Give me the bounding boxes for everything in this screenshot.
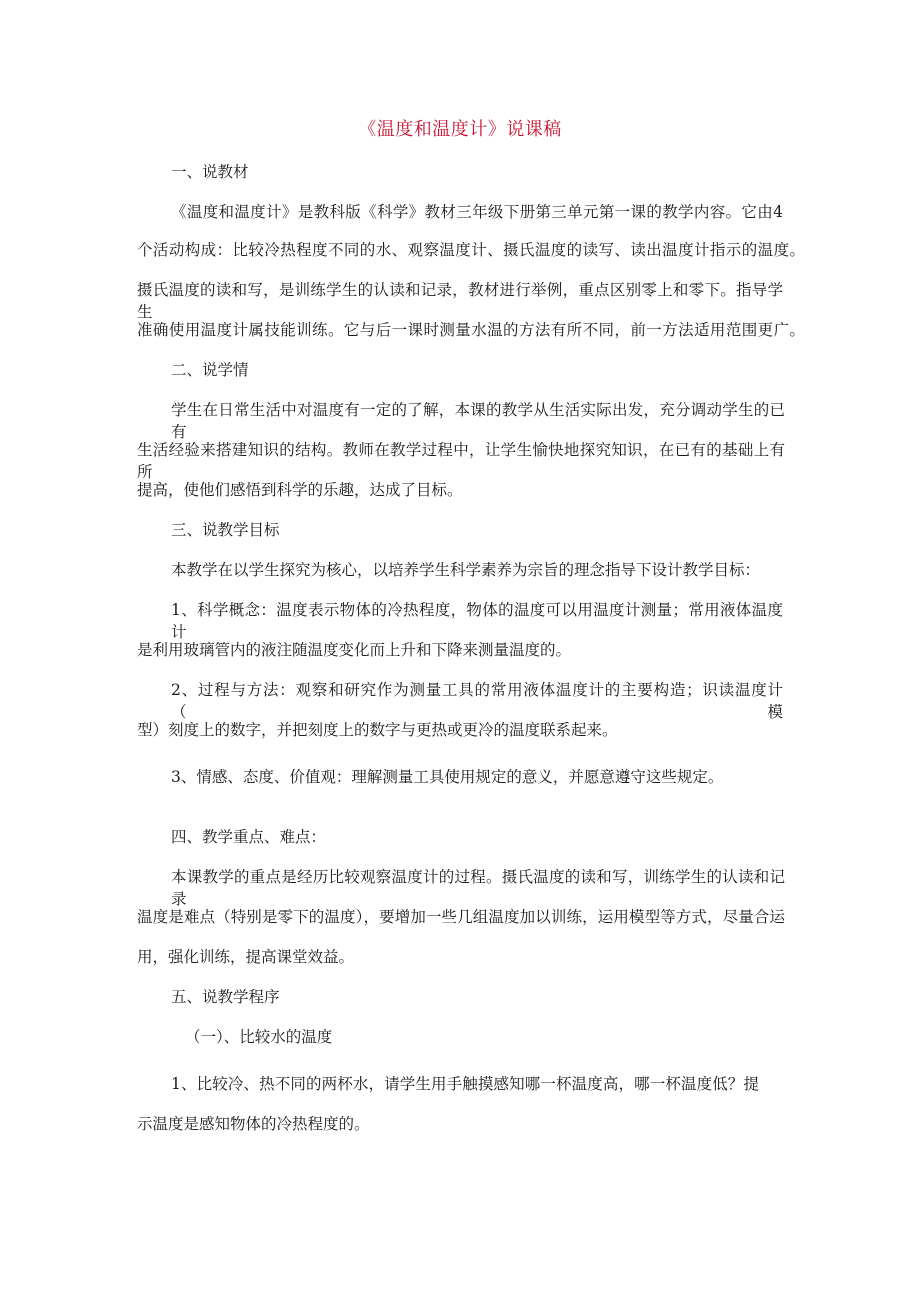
- paragraph-line: 生活经验来搭建知识的结构。教师在教学过程中，让学生愉快地探究知识，在已有的基础上有所: [137, 441, 785, 481]
- paragraph-line: 型）刻度上的数字，并把刻度上的数字与更热或更冷的温度联系起来。: [137, 721, 618, 739]
- paragraph-line: 1、比较冷、热不同的两杯水，请学生用手触摸感知哪一杯温度高，哪一杯温度低？提: [171, 1075, 759, 1093]
- paragraph-line: 本教学在以学生探究为核心，以培养学生科学素养为宗旨的理念指导下设计教学目标：: [171, 561, 761, 579]
- paragraph-line: 2、过程与方法：观察和研究作为测量工具的常用液体温度计的主要构造；识读温度计（模: [171, 681, 783, 721]
- paragraph-line: 示温度是感知物体的冷热程度的。: [137, 1115, 370, 1133]
- paragraph-line: 提高，使他们感悟到科学的乐趣，达成了目标。: [137, 481, 463, 499]
- paragraph-line: 准确使用温度计属技能训练。它与后一课时测量水温的方法有所不同，前一方法适用范围更广。: [137, 321, 805, 339]
- paragraph-line: 用，强化训练，提高课堂效益。: [137, 948, 355, 966]
- subsection-heading: （一）、比较水的温度: [185, 1028, 333, 1046]
- paragraph-line: 摄氏温度的读和写，是训练学生的认读和记录，教材进行举例，重点区别零上和零下。指导学生: [137, 281, 783, 321]
- paragraph-line: 学生在日常生活中对温度有一定的了解，本课的教学从生活实际出发，充分调动学生的已有: [171, 401, 785, 441]
- section-heading-procedure: 五、说教学程序: [171, 988, 280, 1006]
- section-heading-students: 二、说学情: [171, 361, 249, 379]
- paragraph-line: 温度是难点（特别是零下的温度），要增加一些几组温度加以训练，运用模型等方式，尽量合运: [137, 908, 785, 926]
- paragraph-line: 《温度和温度计》是教科版《科学》教材三年级下册第三单元第一课的教学内容。它由4: [171, 203, 783, 221]
- section-heading-textbook: 一、说教材: [171, 163, 249, 181]
- paragraph-line: 是利用玻璃管内的液注随温度变化而上升和下降来测量温度的。: [137, 641, 572, 659]
- paragraph-line: 本课教学的重点是经历比较观察温度计的过程。摄氏温度的读和写，训练学生的认读和记录: [171, 868, 785, 908]
- section-heading-objectives: 三、说教学目标: [171, 521, 280, 539]
- section-heading-key-points: 四、教学重点、难点：: [171, 828, 327, 846]
- paragraph-line: 个活动构成：比较冷热程度不同的水、观察温度计、摄氏温度的读写、读出温度计指示的温度。: [137, 241, 805, 259]
- document-title: 《温度和温度计》说课稿: [358, 119, 562, 140]
- paragraph-line: 1、科学概念：温度表示物体的冷热程度，物体的温度可以用温度计测量；常用液体温度计: [171, 601, 783, 641]
- paragraph-line: 3、情感、态度、价值观：理解测量工具使用规定的意义，并愿意遵守这些规定。: [171, 768, 724, 786]
